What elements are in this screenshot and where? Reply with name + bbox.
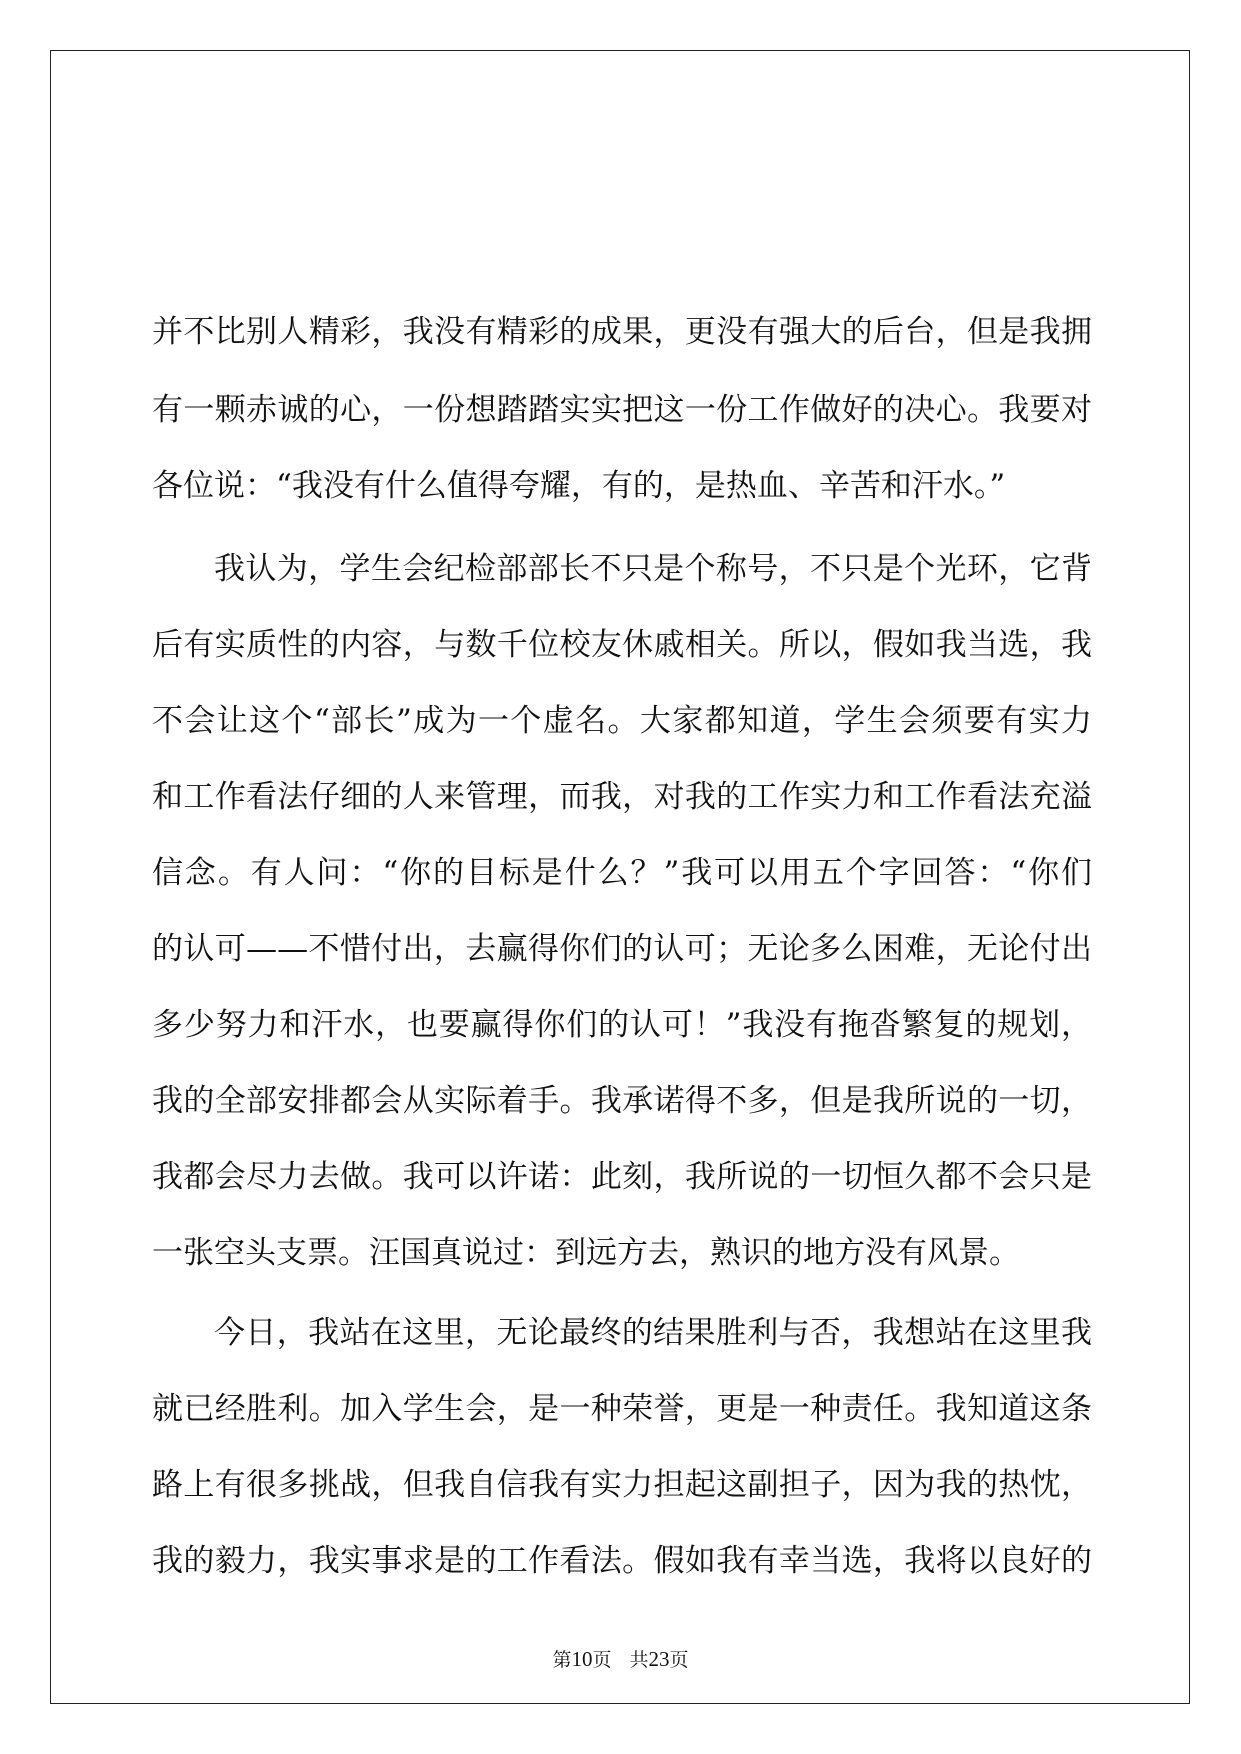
text-line: 各位说：“我没有什么值得夸耀，有的，是热血、辛苦和汗水。” [152,468,1006,504]
text-line: 有一颗赤诚的心，一份想踏踏实实把这一份工作做好的决心。我要对 [152,392,1092,428]
text-line: 和工作看法仔细的人来管理，而我，对我的工作实力和工作看法充溢 [152,779,1092,815]
text-line: 我的全部安排都会从实际着手。我承诺得不多，但是我所说的一切， [152,1083,1092,1119]
page-suffix: 页 [592,1649,612,1671]
text-line: 我都会尽力去做。我可以许诺：此刻，我所说的一切恒久都不会只是 [152,1159,1092,1195]
text-line: 我的毅力，我实事求是的工作看法。假如我有幸当选，我将以良好的 [152,1543,1092,1579]
total-suffix: 页 [669,1649,689,1671]
text-line: 信念。有人问：“你的目标是什么？”我可以用五个字回答：“你们 [152,855,1092,891]
text-line: 路上有很多挑战，但我自信我有实力担起这副担子，因为我的热忱， [152,1467,1092,1503]
text-line: 多少努力和汗水，也要赢得你们的认可！”我没有拖沓繁复的规划， [152,1007,1092,1043]
text-line: 并不比别人精彩，我没有精彩的成果，更没有强大的后台，但是我拥 [152,314,1092,350]
total-pages: 23 [648,1647,670,1671]
text-line: 就已经胜利。加入学生会，是一种荣誉，更是一种责任。我知道这条 [152,1391,1092,1427]
text-line: 的认可——不惜付出，去赢得你们的认可；无论多么困难，无论付出 [152,931,1092,967]
paragraph-first-line: 今日，我站在这里，无论最终的结果胜利与否，我想站在这里我 [214,1315,1092,1351]
text-line: 不会让这个“部长”成为一个虚名。大家都知道，学生会须要有实力 [152,703,1092,739]
text-line: 一张空头支票。汪国真说过：到远方去，熟识的地方没有风景。 [152,1235,1020,1271]
text-line: 后有实质性的内容，与数千位校友休戚相关。所以，假如我当选，我 [152,627,1092,663]
page-footer [0,1645,1241,1672]
total-prefix: 共 [629,1649,649,1671]
page-prefix: 第 [552,1649,572,1671]
page-number: 10 [571,1647,593,1671]
paragraph-first-line: 我认为，学生会纪检部部长不只是个称号，不只是个光环，它背 [214,551,1092,587]
